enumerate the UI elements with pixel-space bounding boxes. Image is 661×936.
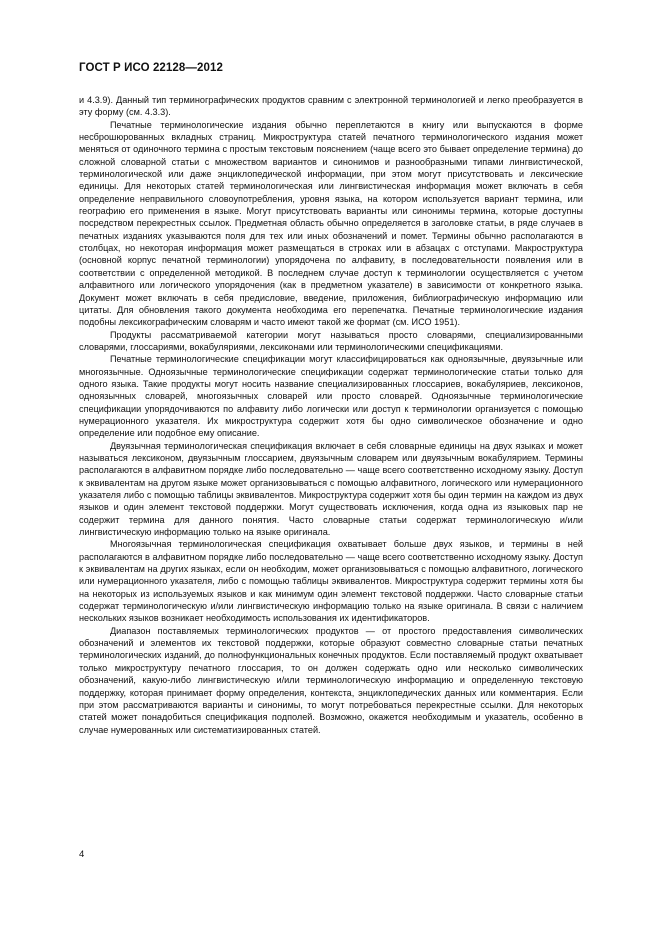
page-number: 4 bbox=[79, 849, 85, 860]
document-body bbox=[79, 94, 583, 736]
paragraph-continuation: и 4.3.9). Данный тип терминографических продуктов сравним с электронной терминологией и легко преобразуется в эту форму (см. 4.3.3). bbox=[79, 95, 583, 118]
paragraph: Многоязычная терминологическая спецификация охватывает больше двух языков, и термины в ней располагаются в алфавитном порядке либо последовательно — чаще всего соответственно исходному языку. Доступ к эквивалентам на других языках, если он необходим, может организовываться с помощью алфавитного, логического или нумерационного указателя, либо с помощью таблицы эквивалентов. Микроструктура содержит термины хотя бы на некоторых из используемых языков и как минимум один элемент текстовой поддержки. Часто словарные статьи содержат терминологическую и/или лингвистическую информацию только на языке оригинала. В связи с наличием нескольких языков возникает необходимость использования их идентификаторов. bbox=[79, 539, 583, 624]
paragraph: Двуязычная терминологическая спецификация включает в себя словарные единицы на двух языках и может называться лексиконом, двуязычным глоссарием, двуязычным словарем или двуязычным вокабулярием. Термины располагаются в алфавитном порядке либо последовательно — чаще всего соответственно исходному языку. Доступ к эквивалентам на другом языке может организовываться с помощью алфавитного, логического или нумерационного указателя либо с помощью таблицы эквивалентов. Микроструктура содержит хотя бы один термин на каждом из двух языков и один элемент текстовой поддержки. Могут существовать исключения, когда одна из языковых пар не содержит термина для данного понятия. Часто словарные статьи содержат терминологическую и/или лингвистическую информацию только на языке оригинала. bbox=[79, 440, 583, 538]
paragraph: Продукты рассматриваемой категории могут называться просто словарями, специализированными словарями, глоссариями, вокабуляриями, лексиконами или терминологическими спецификациями. bbox=[79, 329, 583, 352]
paragraph: Диапазон поставляемых терминологических продуктов — от простого предоставления символических обозначений и элементов их текстовой поддержки, которые образуют совместно словарные статьи печатных терминологических изданий, до полнофункциональных конечных продуктов. Если поставляемый продукт охватывает только микроструктуру печатного глоссария, то он должен содержать одно или несколько символических обозначений, какую-либо лингвистическую и/или терминологическую информацию и определенную текстовую поддержку, которая принимает форму определения, контекста, энциклопедических данных или комментария. Если при этом рассматриваются варианты и синонимы, то могут потребоваться перекрестные ссылки. Для некоторых статей может понадобиться спецификация подполей. Возможно, окажется необходимым и указатель, особенно в случае нумерованных или систематизированных статей. bbox=[79, 625, 583, 735]
document-header: ГОСТ Р ИСО 22128—2012 bbox=[79, 62, 224, 74]
paragraph: Печатные терминологические издания обычно переплетаются в книгу или выпускаются в форме несброшюрованных вкладных страниц. Микроструктура статей печатного терминологического издания может меняться от одиночного термина с простым текстовым пояснением (чаще всего это бывает определение термина) до сложной словарной статьи с множеством вариантов и синонимов и разнообразными типами лингвистической, терминологической или даже энциклопедической информации, при этом могут присутствовать и лексические единицы. Для некоторых статей терминологическая или лингвистическая информация может включать в себя определение неправильного словоупотребления, уровня языка, на котором используется вариант термина, или географию его применения в языке. Могут присутствовать варианты или синонимы термина, которые доступны посредством перекрестных ссылок. Предметная область обычно определяется в заголовке статьи, в ряде случаев в печатных изданиях указываются поля для тех или иных обозначений и помет. Термины обычно располагаются в столбцах, но некоторая информация может размещаться в строках или в абзацах с отступами. Макроструктура (основной корпус печатной терминологии) упорядочена по алфавиту, в последовательности появления или в соответствии с определенной методикой. В последнем случае доступ к терминологии осуществляется с учетом алфавитного или логического упорядочения (как в предметном указателе) в зависимости от конкретного языка. Документ может включать в себя предисловие, введение, приложения, библиографическую информацию или цитаты. Для обновления такого документа необходима его перепечатка. Печатные терминологические издания подобны лексикографическим словарям и часто имеют такой же формат (см. ИСО 1951). bbox=[79, 119, 583, 328]
paragraph: Печатные терминологические спецификации могут классифицироваться как одноязычные, двуязычные или многоязычные. Одноязычные терминологические спецификации содержат терминологические статьи только для одного языка. Такие продукты могут носить название специализированных глоссариев, вокабуляриев, лексиконов, одноязычных словарей, многоязычных словарей или просто словарей. Одноязычные терминологические спецификации упорядочиваются по алфавиту либо логически или доступ к терминологии организуется с помощью нумерационного указателя. Их микроструктура содержит хотя бы одно символическое обозначение и одно определение или подобное ему описание. bbox=[79, 354, 583, 439]
